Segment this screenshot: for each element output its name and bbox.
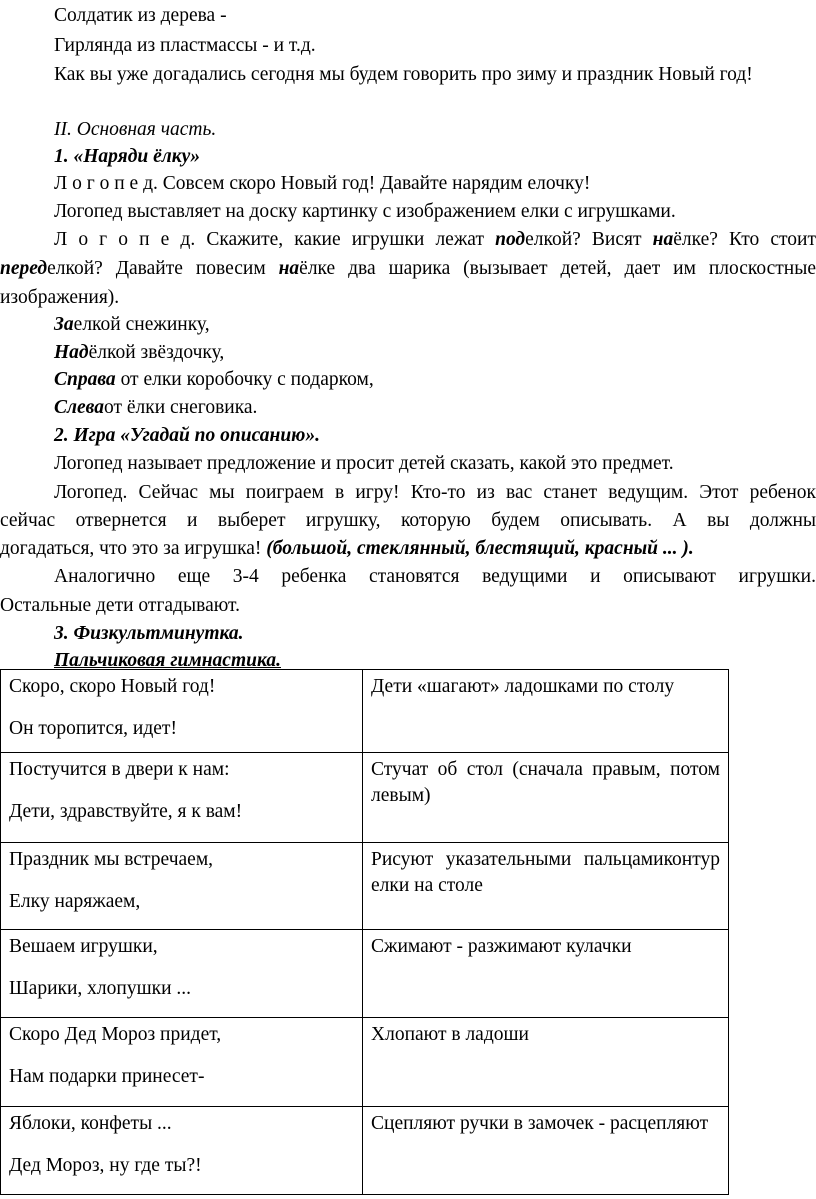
part2-heading: 2. Игра «Угадай по описанию». xyxy=(54,425,321,446)
part2-p2-line-2: сейчас отвернется и выберет игрушку, которую будем описывать. А вы должны xyxy=(0,510,816,531)
intro-line-1: Солдатик из дерева - xyxy=(54,5,227,26)
table-row xyxy=(1,843,729,930)
verse-cell: Вешаем игрушки, Шарики, хлопушки ... xyxy=(1,930,363,1018)
table-row xyxy=(1,1018,729,1107)
part2-p2-line-1: Логопед. Сейчас мы поиграем в игру! Кто-то из вас станет ведущим. Этот ребенок xyxy=(54,482,816,503)
verse-cell: Яблоки, конфеты ... Дед Мороз, ну где ты?! xyxy=(1,1107,363,1195)
intro-line-2: Гирлянда из пластмассы - и т.д. xyxy=(54,35,316,56)
gymnastics-table xyxy=(0,669,729,1195)
action-cell: Дети «шагают» ладошками по столу xyxy=(363,670,729,753)
action-cell: Сцепляют ручки в замочек - расцепляют xyxy=(363,1107,729,1195)
part1-question-line-2: переделкой? Давайте повесим наёлке два шарика (вызывает детей, дает им плоскостные xyxy=(0,258,816,279)
section-heading: II. Основная часть. xyxy=(54,119,217,140)
part1-item-2: Надёлкой звёздочку, xyxy=(54,342,225,363)
table-row xyxy=(1,930,729,1018)
part1-question-line-1: Л о г о п е д. Скажите, какие игрушки лежат поделкой? Висят наёлке? Кто стоит xyxy=(54,229,816,250)
part2-p2-line-3: догадаться, что это за игрушка! (большой, стеклянный, блестящий, красный ... ). xyxy=(0,538,694,559)
part1-speaker-line xyxy=(54,171,590,197)
part2-p1: Логопед называет предложение и просит детей сказать, какой это предмет. xyxy=(54,453,674,474)
part1-item-3: Справа от елки коробочку с подарком, xyxy=(54,369,374,390)
table-row xyxy=(1,1107,729,1195)
part1-action: Логопед выставляет на доску картинку с изображением елки с игрушками. xyxy=(54,201,676,222)
verse-cell: Скоро, скоро Новый год! Он торопится, идет! xyxy=(1,670,363,753)
part3-subheading: Пальчиковая гимнастика. xyxy=(54,650,281,671)
part3-heading: 3. Физкультминутка. xyxy=(54,623,244,644)
speaker-label: Л о г о п е д. xyxy=(54,229,196,250)
table-row xyxy=(1,753,729,843)
speaker-text: Совсем скоро Новый год! Давайте нарядим елочку! xyxy=(157,173,591,194)
hint-text: (большой, стеклянный, блестящий, красный ... ). xyxy=(266,538,694,559)
part1-item-1: Заелкой снежинку, xyxy=(54,314,210,335)
action-cell: Сжимают - разжимают кулачки xyxy=(363,930,729,1018)
speaker-label: Л о г о п е д. xyxy=(54,173,158,194)
action-cell: Стучат об стол (сначала правым, потом левым) xyxy=(363,753,729,843)
action-cell: Рисуют указательными пальцамиконтур елки на столе xyxy=(363,843,729,930)
verse-cell: Постучится в двери к нам: Дети, здравствуйте, я к вам! xyxy=(1,753,363,843)
verse-cell: Праздник мы встречаем, Елку наряжаем, xyxy=(1,843,363,930)
intro-line-3: Как вы уже догадались сегодня мы будем говорить про зиму и праздник Новый год! xyxy=(54,64,753,85)
part1-heading: 1. «Наряди ёлку» xyxy=(54,146,201,167)
part2-p3-line-2: Остальные дети отгадывают. xyxy=(0,595,240,616)
part1-item-4: Слеваот ёлки снеговика. xyxy=(54,397,258,418)
action-cell: Хлопают в ладоши xyxy=(363,1018,729,1107)
part1-question-line-3: изображения). xyxy=(0,287,120,308)
part2-p3-line-1: Аналогично еще 3-4 ребенка становятся ведущими и описывают игрушки. xyxy=(54,566,816,587)
table-row xyxy=(1,670,729,753)
verse-cell: Скоро Дед Мороз придет, Нам подарки принесет- xyxy=(1,1018,363,1107)
